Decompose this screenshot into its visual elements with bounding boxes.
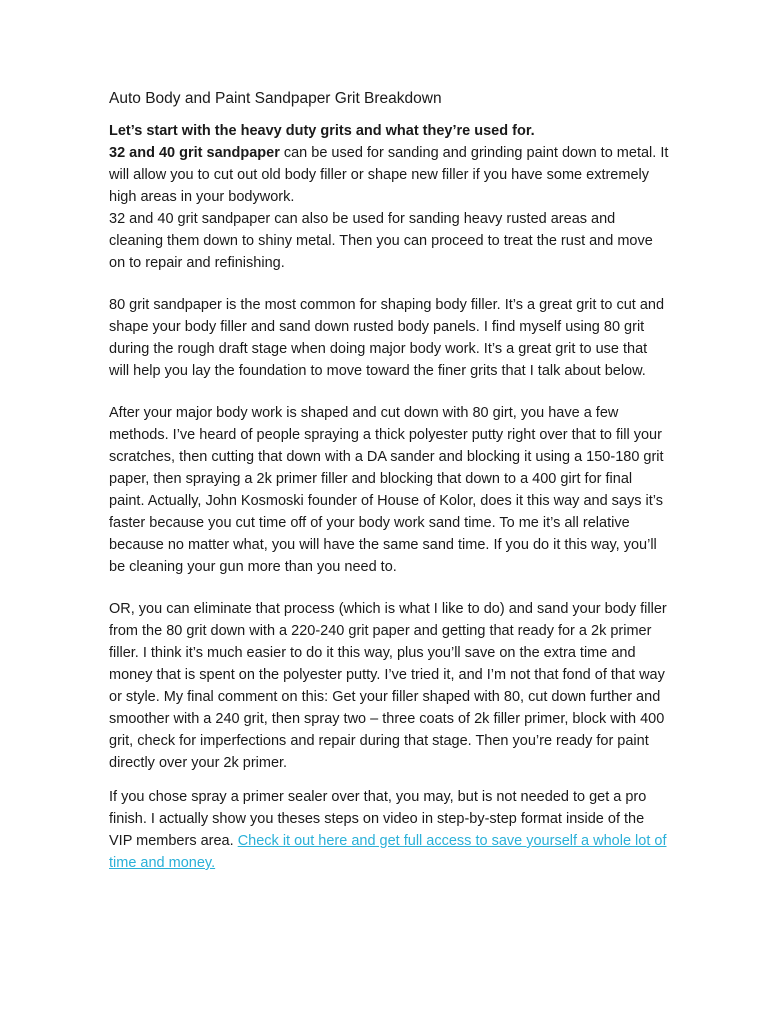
paragraph-rust: 32 and 40 grit sandpaper can also be used for sanding heavy rusted areas and cleaning them down to shiny metal. Then you can proceed to treat the rust and move on to repair and refinishing.: [109, 211, 653, 271]
grit-term-32-40: 32 and 40 grit sandpaper: [109, 145, 280, 161]
document-title: Auto Body and Paint Sandpaper Grit Breakdown: [109, 90, 442, 107]
paragraph-alternative: OR, you can eliminate that process (which is what I like to do) and sand your body filler from the 80 grit down with a 220-240 grit paper and getting that ready for a 2k primer filler. I think it’s much easier to do it this way, plus you’ll save on the extra time and money that is spent on the polyester putty. I’ve tried it, and I’m not that fond of that way or style. My final comment on this: Get your filler shaped with 80, cut down further and smoother with a 240 grit, then spray two – three coats of 2k filler primer, block with 400 grit, check for imperfections and repair during that stage. Then you’re ready for paint directly over your 2k primer.: [109, 601, 667, 771]
vip-access-link[interactable]: Check it out here and get full access to save yourself a whole lot of time and money.: [109, 833, 667, 871]
paragraph-methods: After your major body work is shaped and cut down with 80 girt, you have a few methods. I’ve heard of people spraying a thick polyester putty right over that to fill your scratches, then cutting that down with a DA sander and blocking it using a 150-180 grit paper, then spraying a 2k primer filler and blocking that down to a 400 girt for final paint. Actually, John Kosmoski founder of House of Kolor, does it this way and says it’s faster because you cut time off of your body work sand time. To me it’s all relative because no matter what, you will have the same sand time. If you do it this way, you’ll be cleaning your gun more than you need to.: [109, 405, 664, 575]
document-page: [109, 88, 669, 874]
paragraph-primer-sealer-text: If you chose spray a primer sealer over that, you may, but is not needed to get a pro finish. I actually show you theses steps on video in step-by-step format inside of the VIP members area.: [109, 789, 647, 849]
paragraph-primer-sealer: [109, 786, 669, 874]
paragraph-80-grit: 80 grit sandpaper is the most common for shaping body filler. It’s a great grit to cut and shape your body filler and sand down rusted body panels. I find myself using 80 grit during the rough draft stage when doing major body work. It’s a great grit to use that will help you lay the foundation to move toward the finer grits that I talk about below.: [109, 297, 665, 379]
paragraph-32-40-grit-text: can be used for sanding and grinding paint down to metal. It will allow you to cut out old body filler or shape new filler if you have some extremely high areas in your bodywork.: [109, 145, 669, 205]
lead-heading: Let’s start with the heavy duty grits and what they’re used for.: [109, 123, 535, 139]
paragraph-32-40-grit: [109, 142, 669, 208]
